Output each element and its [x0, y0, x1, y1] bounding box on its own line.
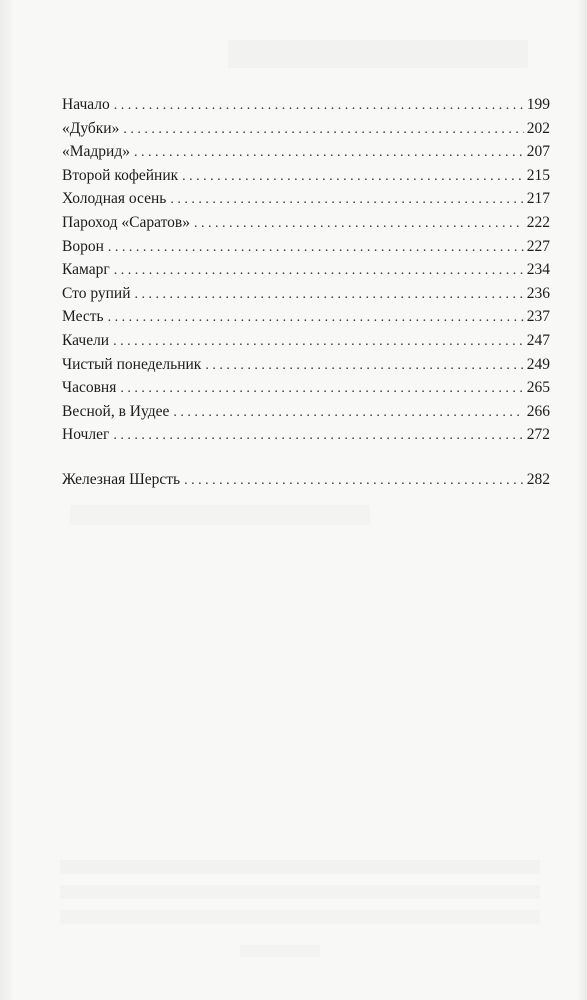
toc-entry-title: Второй кофейник	[62, 166, 179, 184]
dot-leader	[173, 401, 523, 425]
dot-leader	[113, 424, 523, 448]
toc-entry-page: 202	[526, 119, 550, 137]
toc-entry-final[interactable]	[62, 468, 550, 492]
toc-entry-title: Месть	[62, 308, 104, 326]
dot-leader	[108, 236, 524, 260]
toc-entry-page: 222	[526, 213, 550, 231]
dot-leader	[134, 141, 524, 165]
toc-entry-page: 265	[526, 379, 550, 397]
toc-entry[interactable]	[62, 211, 550, 235]
toc-entry-title: «Дубки»	[62, 119, 120, 137]
toc-entry-page: 266	[526, 402, 550, 420]
toc-entry-page: 227	[526, 237, 550, 255]
toc-entry-page: 247	[526, 331, 550, 349]
toc-entry-page: 237	[526, 308, 550, 326]
toc-entry-title: «Мадрид»	[62, 143, 130, 161]
toc-entry[interactable]	[62, 140, 550, 164]
toc-entry-title: Камарг	[62, 261, 110, 279]
dot-leader	[120, 377, 523, 401]
toc-entry[interactable]	[62, 164, 550, 188]
toc-entry-title: Часовня	[62, 379, 117, 397]
toc-entry-title: Качели	[62, 331, 110, 349]
toc-entry-title: Весной, в Иудее	[62, 402, 170, 420]
dot-leader	[114, 259, 524, 283]
dot-leader	[205, 354, 523, 378]
dot-leader	[108, 306, 524, 330]
dot-leader	[114, 94, 524, 118]
toc-entry-title: Ночлег	[62, 426, 110, 444]
toc-entry[interactable]	[62, 353, 550, 377]
bleed-through-text	[60, 885, 540, 899]
toc-entry[interactable]	[62, 400, 550, 424]
table-of-contents	[62, 93, 550, 492]
toc-entry-page: 207	[526, 143, 550, 161]
toc-entry-page: 234	[526, 261, 550, 279]
dot-leader	[184, 469, 524, 493]
toc-entry-title: Железная Шерсть	[62, 470, 181, 488]
toc-entry[interactable]	[62, 376, 550, 400]
toc-entry-page: 249	[526, 355, 550, 373]
toc-entry-page: 217	[526, 190, 550, 208]
toc-entry-page: 236	[526, 284, 550, 302]
toc-entry-page: 215	[526, 166, 550, 184]
toc-entry[interactable]	[62, 423, 550, 447]
toc-entry-page: 199	[526, 96, 550, 113]
dot-leader	[113, 330, 524, 354]
toc-entry-title: Пароход «Саратов»	[62, 213, 190, 231]
toc-entry-page: 272	[526, 426, 550, 444]
dot-leader	[135, 283, 524, 307]
bleed-through-text	[240, 945, 320, 957]
toc-entry[interactable]	[62, 258, 550, 282]
toc-entry-title: Чистый понедельник	[62, 355, 202, 373]
toc-entry-title: Сто рупий	[62, 284, 131, 302]
toc-entry-title: Ворон	[62, 237, 104, 255]
toc-entry-title: Начало	[62, 96, 110, 113]
bleed-through-text	[60, 910, 540, 924]
dot-leader	[182, 165, 524, 189]
dot-leader	[123, 118, 523, 142]
toc-entry-page: 282	[526, 470, 550, 488]
toc-entry-title: Холодная осень	[62, 190, 167, 208]
toc-entry[interactable]	[62, 282, 550, 306]
toc-entry[interactable]	[62, 93, 550, 117]
bleed-through-text	[60, 860, 540, 874]
bleed-through-text	[228, 40, 528, 68]
toc-entry[interactable]	[62, 305, 550, 329]
toc-entry[interactable]	[62, 329, 550, 353]
dot-leader	[170, 188, 523, 212]
dot-leader	[194, 212, 524, 236]
bleed-through-text	[70, 505, 370, 525]
toc-entry[interactable]	[62, 187, 550, 211]
toc-entry[interactable]	[62, 235, 550, 259]
toc-entry[interactable]	[62, 117, 550, 141]
